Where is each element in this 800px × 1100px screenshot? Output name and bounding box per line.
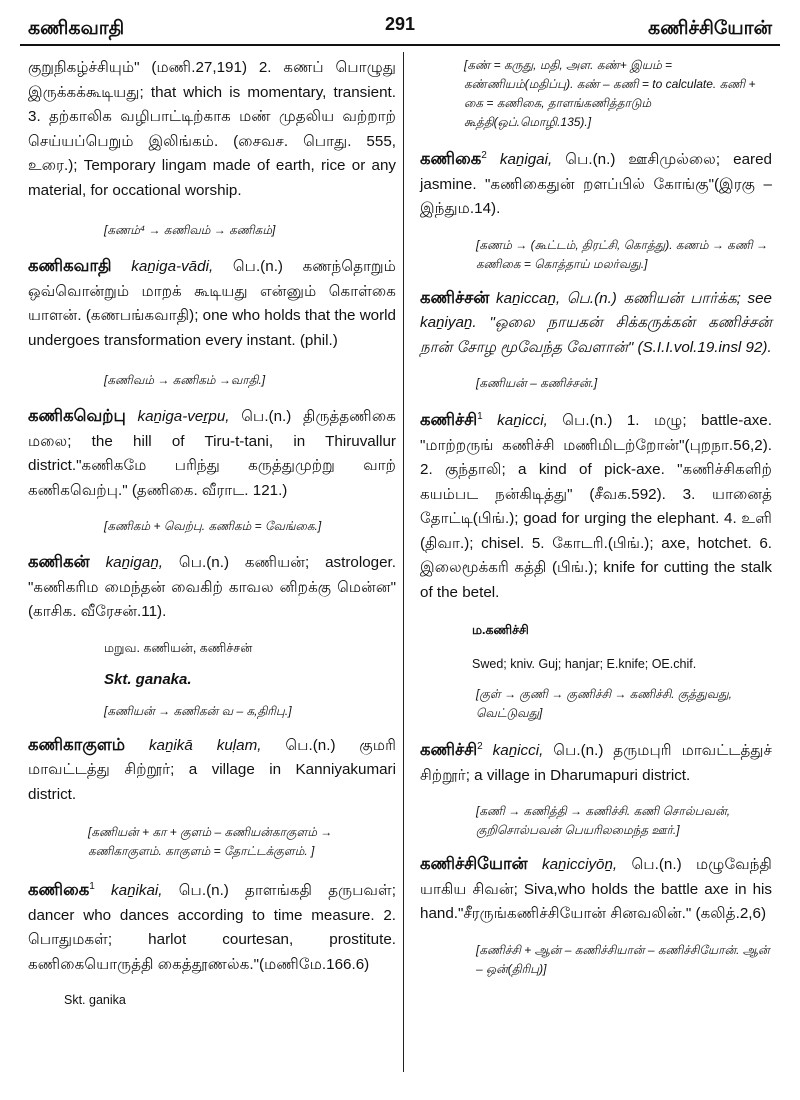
transliteration: kaṉiccaṉ,: [495, 289, 561, 307]
definition: பெ.(n.) கணியன் பார்க்க; see kaṉiyaṉ. "ஒலை நாயகன் சிக்கருக்கன் கணிச்சன் நான் சோழ மூவேந்த வேளான்" (S.I.I.vol.19.insl 92).: [420, 289, 772, 356]
headword: கணிகாகுளம்: [28, 735, 126, 754]
cognates: Swed; kniv. Guj; hanjar; E.knife; OE.chif.: [472, 657, 697, 672]
entry: [28, 550, 396, 625]
entry: [28, 254, 396, 353]
entry: கணிகை$^2$ kaṉigai, பெ.(n.) ஊசிமுல்லை; eared jasmine. "கணிகைதுன் றளப்பில் கோங்கு"(இரகு – இந்தும.14).: [420, 150, 772, 218]
definition: பெ.(n.) மழுவேந்தி யாகிய சிவன்; Siva,who holds the battle axe in his hand."சீரருங்கணிச்சியோன் சினவலின்." (கலித்.2,6): [420, 856, 772, 923]
transliteration: kaṉigaṉ,: [105, 554, 163, 571]
etymology: [கணம்⁴ → கணிவம் → கணிகம்]: [104, 223, 276, 237]
transliteration: kaṉiga-vādi,: [131, 258, 214, 275]
entry: [28, 733, 396, 808]
etymology: [கணியன் + கா + குளம் – கணியன்காகுளம் → கணிகாகுளம். காகுளம் = தோட்டக்குளம். ]: [88, 825, 333, 858]
transliteration: kaṉigai,: [499, 151, 553, 169]
transliteration: kaṉikai,: [111, 882, 163, 900]
header-left-guideword: கணிகவாதி: [28, 18, 125, 39]
etymology: [கணிச்சி + ஆன் – கணிச்சியான் – கணிச்சியோன். ஆன் – ஒன்(திரிபு)]: [476, 942, 770, 976]
headword: கணிகவாதி: [28, 257, 112, 275]
page-header: [28, 14, 772, 44]
entry-continuation: குறுநிகழ்ச்சியும்" (மணி.27,191) 2. கணப் பொழுது இருக்கக்கூடியது; that which is momentary, transient. 3. தற்காலிக வழிபாட்டிற்காக மண் முதலிய வற்றாற் செய்யப்பெறும் இலிங்கம். (சைவச. பொது. 555, உரை.); Temporary lingam made of earth, rice or any material, for occational worship.: [28, 59, 396, 199]
definition: பெ.(n.) குமரி மாவட்டத்து சிற்றூர்; a village in Kanniyakumari district.: [28, 736, 396, 803]
sanskrit-note: Skt. ganika: [64, 993, 126, 1008]
etymology: [கண் = கருது, மதி, அள. கண்+ இயம் = கண்ணியம்(மதிப்பு). கண் – கணி = to calculate. கணி + கை = கணிகை, தாளங்கணித்தாடும் கூத்தி(ஒப்.மொழி.135).]: [464, 58, 756, 129]
right-column: [420, 56, 772, 979]
synonyms: மறுவ. கணியன், கணிச்சன்: [104, 640, 253, 655]
headword: கணிகன்: [28, 553, 90, 571]
etymology: [கணம் → (கூட்டம், திரட்சி, கொத்து). கணம் → கணி → கணிகை = கொத்தாய் மலர்வது.]: [476, 237, 769, 271]
column-divider: [403, 52, 404, 1072]
sanskrit-note: Skt. ganaka.: [104, 670, 192, 688]
transliteration: kaṉicci,: [492, 742, 544, 760]
definition: பெ.(n.) ஊசிமுல்லை; eared jasmine. "கணிகைதுன் றளப்பில் கோங்கு"(இரகு – இந்தும.14).: [420, 151, 772, 218]
header-right-guideword: கணிச்சியோன்: [648, 18, 772, 39]
definition: பெ.(n.) கணந்தொறும் ஒவ்வொன்றும் மாறக் கூடியது என்னும் கொள்கை யாளன். (கணபங்கவாதி); one who holds that the world undergoes transformation every instant. (phil.): [28, 258, 397, 349]
headword: கணிச்சியோன்: [420, 855, 528, 874]
etymology: [கணிகம் + வெற்பு. கணிகம் = வேங்கை.]: [104, 519, 322, 533]
transliteration: kaṉicci,: [497, 412, 548, 430]
headword: கணிகவெற்பு: [28, 407, 126, 425]
etymology: [கணியன் – கணிச்சன்.]: [476, 376, 598, 391]
headword: கணிகை: [28, 881, 90, 900]
left-column: [28, 56, 396, 1007]
etymology: [கணிவம் → கணிகம் →வாதி.]: [104, 373, 266, 387]
entry: கணிச்சி$^2$ kaṉicci, பெ.(n.) தருமபுரி மாவட்டத்துச் சிற்றூர்; a village in Dharumapuri district.: [420, 741, 772, 784]
etymology: [கணி → கணித்தி → கணிச்சி. கணி சொல்பவன், குறிசொல்பவன் பெயரிலமைந்த ஊர்.]: [476, 804, 731, 838]
headword: கணிச்சன்: [420, 288, 490, 307]
definition: பெ.(n.) திருத்தணிகை மலை; the hill of Tiru-t-tani, in Thiruvallur district."கணிகமே பரிந்து கருத்துமுற்று வாற் கணிகவெற்பு." (தணிகை. வீராட. 121.): [28, 408, 396, 499]
etymology: [கணியன் → கணிகன் வ – க,திரிபு.]: [104, 703, 292, 718]
headword: கணிச்சி: [420, 411, 478, 430]
entry: கணிகை$^1$ kaṉikai, பெ.(n.) தாளங்கதி தருபவள்; dancer who dances according to time measure. 2. பொதுமகள்; harlot courtesan, prostitute. கணிகையொருத்தி கைத்தூணல்க."(மணிமே.166.6): [28, 881, 396, 973]
definition: பெ.(n.) தாளங்கதி தருபவள்; dancer who dances according to time measure. 2. பொதுமகள்; harlot courtesan, prostitute. கணிகையொருத்தி கைத்தூணல்க."(மணிமே.166.6): [28, 882, 396, 973]
page-number: 291: [384, 14, 416, 34]
definition: பெ.(n.) கணியன்; astrologer. "கணிகரிம மைந்தன் வைகிற் காவல னிறக்கு மென்ன"(காசிக. வீரேசன்.11).: [28, 554, 396, 620]
malayalam-cognate: ம.கணிச்சி: [472, 623, 529, 638]
header-rule: [20, 44, 780, 46]
headword: கணிச்சி: [420, 741, 478, 760]
definition: பெ.(n.) தருமபுரி மாவட்டத்துச் சிற்றூர்; a village in Dharumapuri district.: [420, 742, 772, 784]
entry: கணிச்சி$^1$ kaṉicci, பெ.(n.) 1. மழு; battle-axe. "மாற்றருங் கணிச்சி மணிமிடற்றோன்"(புறநா.56,2). 2. குந்தாலி; a kind of pick-axe. "கணிச்சிகளிற் கயம்பட நன்கிடித்து" (சீவக.592). 3. யானைத் தோட்டி(பிங்.); goad for urging the elephant. 4. உளி (திவா.); chisel. 5. கோடரி.(பிங்.); axe, hotchet. 6. இலைமூக்கரி கத்தி (பிங்.); knife for cutting the stalk of the betel.: [420, 411, 772, 601]
definition: பெ.(n.) 1. மழு; battle-axe. "மாற்றருங் கணிச்சி மணிமிடற்றோன்"(புறநா.56,2). 2. குந்தாலி; a kind of pick-axe. "கணிச்சிகளிற் கயம்பட நன்கிடித்து" (சீவக.592). 3. யானைத் தோட்டி(பிங்.); goad for urging the elephant. 4. உளி (திவா.); chisel. 5. கோடரி.(பிங்.); axe, hotchet. 6. இலைமூக்கரி கத்தி (பிங்.); knife for cutting the stalk of the betel.: [420, 412, 772, 601]
transliteration: kaṉikā kuḷam,: [148, 736, 262, 754]
transliteration: kaṉicciyōṉ,: [542, 856, 618, 874]
entry: [28, 404, 396, 503]
entry: [420, 852, 772, 927]
etymology: [குள் → குணி → குணிச்சி → கணிச்சி. குத்துவது, வெட்டுவது]: [476, 687, 732, 721]
transliteration: kaṉiga-veṟpu,: [137, 408, 230, 425]
entry: [420, 286, 772, 361]
headword: கணிகை: [420, 150, 482, 169]
